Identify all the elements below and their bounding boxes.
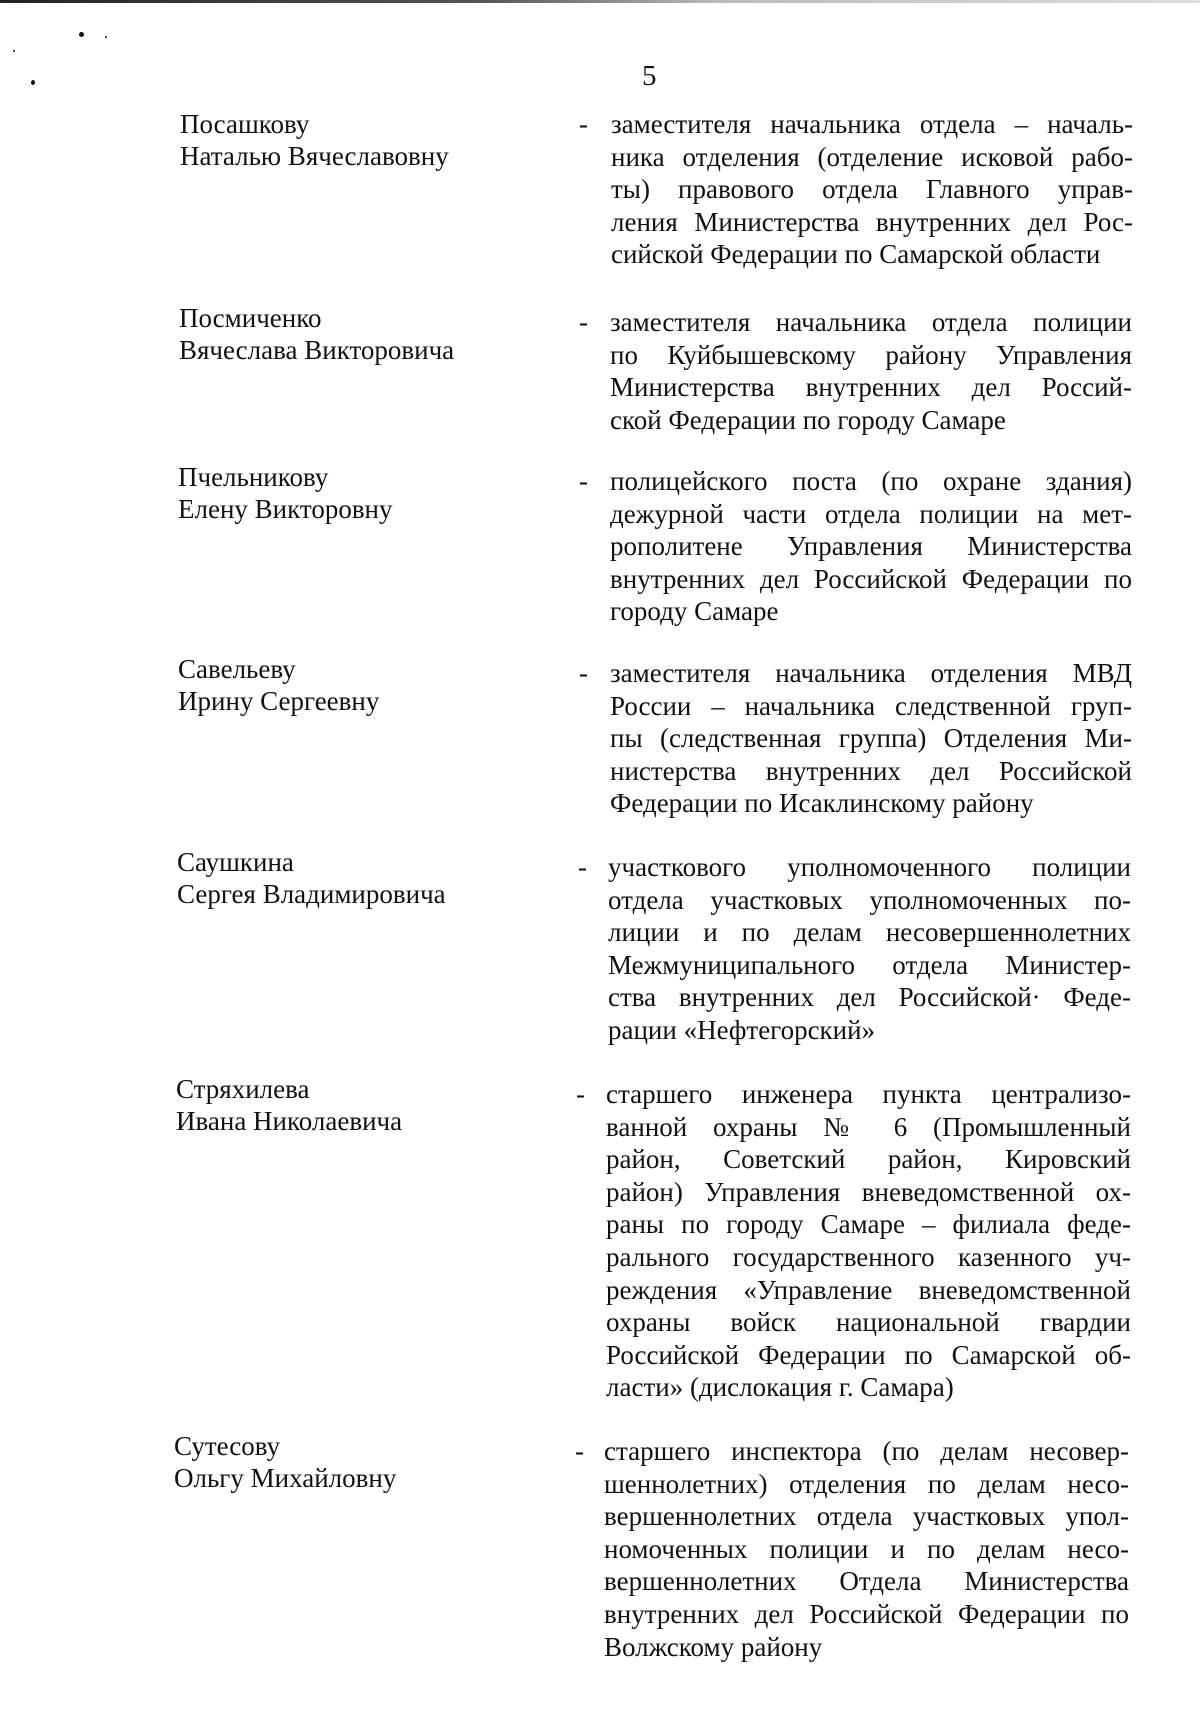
position-line: Волжскому району (604, 1631, 823, 1662)
position-description (606, 1078, 1131, 1404)
position-line: ской Федерации по городу Самаре (610, 404, 1006, 435)
position-line: район, Советский район, Кировский (606, 1144, 1131, 1175)
given-names: Вячеслава Викторовича (179, 335, 455, 365)
surname: Савельеву (178, 654, 296, 684)
position-line: вершеннолетних Отдела Министерства (604, 1566, 1129, 1597)
position-line: реждения «Управление вневедомственной (606, 1274, 1131, 1305)
person-name (178, 653, 379, 717)
position-line: рального государственного казенного уч- (606, 1241, 1131, 1272)
position-line: пы (следственная группа) Отделения Ми- (610, 723, 1132, 754)
list-dash: - (579, 658, 588, 688)
position-description (611, 108, 1133, 271)
page-number: 5 (642, 60, 657, 92)
given-names: Ирину Сергеевну (178, 686, 380, 716)
position-line: заместителя начальника отделения МВД (610, 658, 1132, 688)
list-dash: - (579, 109, 588, 139)
scan-speck (31, 80, 35, 85)
person-name (177, 846, 446, 910)
position-line: ласти» (дислокация г. Самара) (606, 1372, 954, 1403)
given-names: Ольгу Михайловну (174, 1463, 397, 1493)
position-description (610, 657, 1132, 820)
position-line: заместителя начальника отдела – началь- (611, 109, 1133, 139)
person-name (174, 1430, 396, 1494)
surname: Посмиченко (179, 303, 322, 333)
list-dash: - (579, 307, 588, 337)
person-name (180, 108, 449, 172)
position-line: район) Управления вневедомственной ох- (606, 1176, 1131, 1207)
position-line: вершеннолетних отдела участковых упол- (604, 1501, 1129, 1532)
position-line: полицейского поста (по охране здания) (610, 466, 1132, 496)
position-description (610, 465, 1132, 628)
position-line: старшего инспектора (по делам несовер- (604, 1436, 1129, 1466)
position-line: шеннолетних) отделения по делам несо- (604, 1468, 1129, 1499)
position-line: отдела участковых уполномоченных по- (608, 884, 1131, 915)
position-line: Министерства внутренних дел Россий- (610, 372, 1132, 403)
position-line: номоченных полиции и по делам несо- (604, 1533, 1129, 1564)
position-line: рополитене Управления Министерства (610, 531, 1132, 562)
position-line: Федерации по Исаклинскому району (610, 788, 1034, 819)
position-description (604, 1435, 1129, 1663)
given-names: Наталью Вячеславовну (180, 141, 449, 171)
surname: Саушкина (177, 847, 294, 877)
given-names: Елену Викторовну (178, 494, 393, 524)
list-dash: - (578, 852, 587, 882)
position-line: внутренних дел Российской Федерации по (604, 1598, 1129, 1629)
position-description (608, 851, 1131, 1047)
scan-speck (79, 32, 84, 37)
position-line: Межмуниципального отдела Министер- (608, 949, 1131, 980)
position-line: лиции и по делам несовершеннолетних (608, 917, 1131, 948)
position-line: раны по городу Самаре – филиала феде- (606, 1209, 1131, 1240)
given-names: Ивана Николаевича (176, 1106, 403, 1136)
person-name (178, 461, 393, 525)
scan-speck (105, 36, 107, 38)
position-line: по Куйбышевскому району Управления (610, 339, 1132, 370)
position-line: ванной охраны № 6 (Промышленный (606, 1111, 1131, 1142)
position-line: России – начальника следственной груп- (610, 690, 1132, 721)
position-line: рации «Нефтегорский» (608, 1014, 876, 1045)
surname: Посашкову (180, 109, 310, 139)
position-line: дежурной части отдела полиции на мет- (610, 498, 1132, 529)
position-line: заместителя начальника отдела полиции (610, 307, 1132, 337)
position-description (610, 306, 1132, 436)
scan-top-edge (0, 0, 1200, 3)
position-line: старшего инженера пункта централизо- (606, 1079, 1131, 1109)
surname: Стряхилева (176, 1074, 310, 1104)
surname: Пчельникову (178, 462, 329, 492)
position-line: городу Самаре (610, 596, 779, 627)
list-dash: - (575, 1436, 584, 1466)
person-name (176, 1073, 402, 1137)
position-line: ления Министерства внутренних дел Рос- (611, 206, 1133, 237)
position-line: нистерства внутренних дел Российской (610, 755, 1132, 786)
position-line: ства внутренних дел Российской· Феде- (608, 982, 1131, 1013)
surname: Сутесову (174, 1431, 281, 1461)
list-dash: - (576, 1079, 585, 1109)
person-name (179, 302, 454, 366)
position-line: Российской Федерации по Самарской об- (606, 1339, 1131, 1370)
position-line: ты) правового отдела Главного управ- (611, 174, 1133, 205)
position-line: охраны войск национальной гвардии (606, 1307, 1131, 1338)
scan-speck (13, 50, 15, 52)
position-line: ника отделения (отделение исковой рабо- (611, 141, 1133, 172)
position-line: участкового уполномоченного полиции (608, 852, 1131, 882)
position-line: внутренних дел Российской Федерации по (610, 563, 1132, 594)
given-names: Сергея Владимировича (177, 879, 446, 909)
position-line: сийской Федерации по Самарской области (611, 239, 1101, 270)
list-dash: - (579, 466, 588, 496)
